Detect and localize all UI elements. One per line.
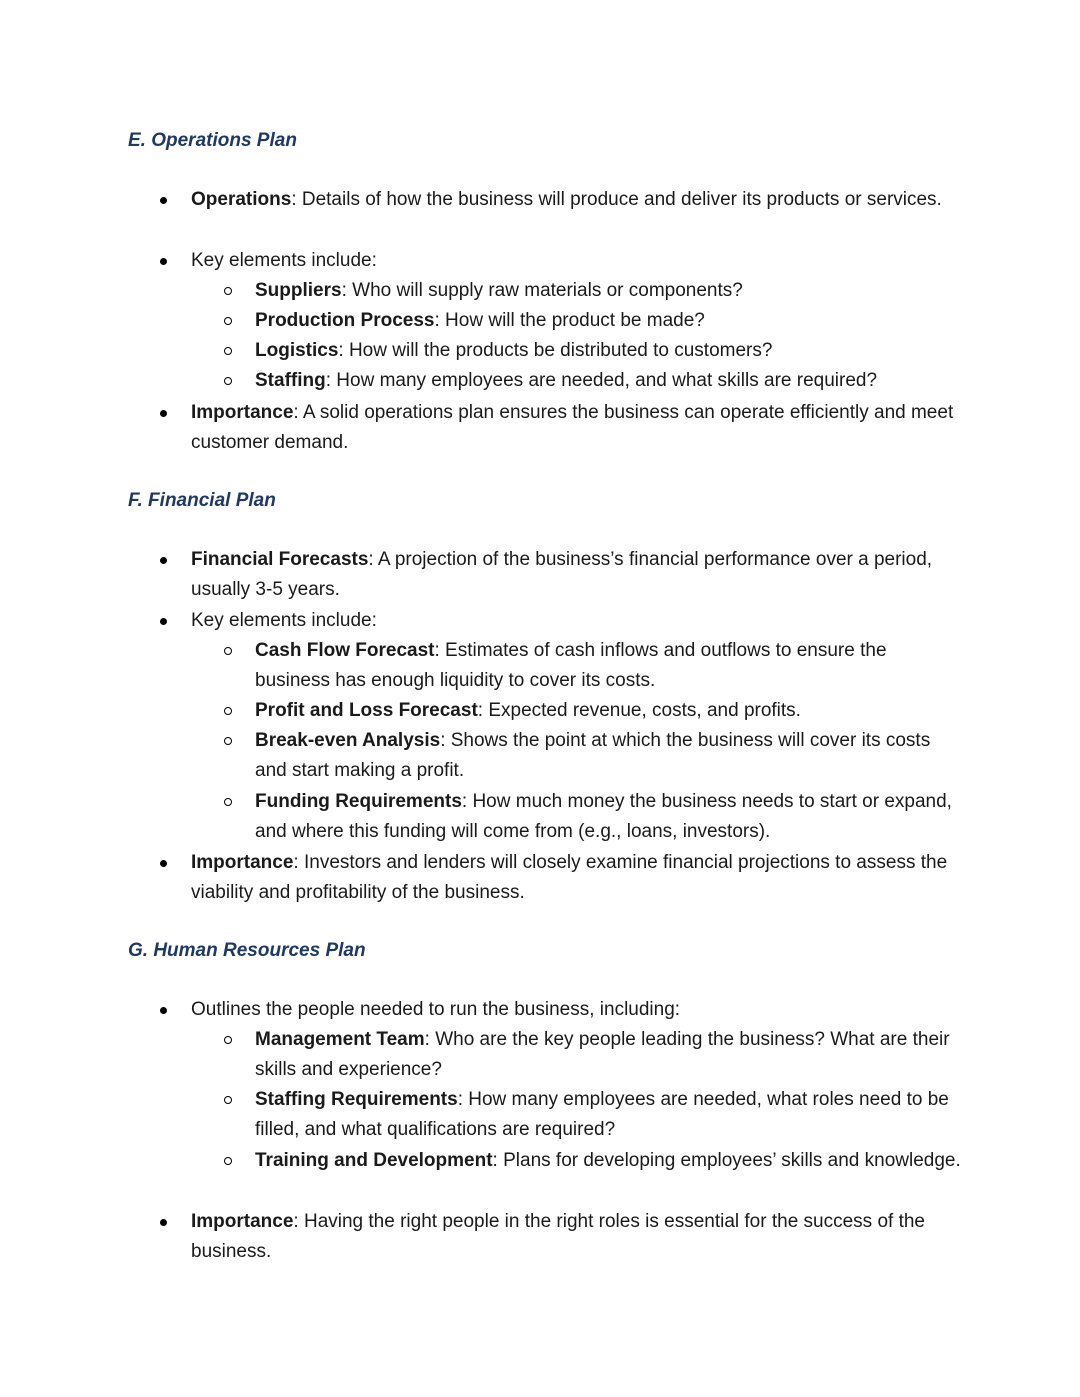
section-heading-financial: F. Financial Plan xyxy=(128,490,276,511)
bullet-icon xyxy=(160,410,167,417)
list-item-text: : How many employees are needed, and what skills are required? xyxy=(325,370,878,391)
list-item xyxy=(191,995,961,1025)
list-item-text: : Having the right people in the right roles is essential for the success of the business. xyxy=(191,1211,925,1262)
circle-bullet-icon xyxy=(224,317,232,325)
sub-list-item xyxy=(255,636,965,696)
list-item-term: Operations xyxy=(191,189,292,210)
sub-list-item xyxy=(255,696,965,726)
list-item-term: Profit and Loss Forecast xyxy=(255,700,478,721)
sub-list-item xyxy=(255,276,965,306)
circle-bullet-icon xyxy=(224,707,232,715)
bullet-icon xyxy=(160,618,167,625)
list-item-text: : How will the products be distributed to customers? xyxy=(338,340,773,361)
circle-bullet-icon xyxy=(224,1157,232,1165)
circle-bullet-icon xyxy=(224,798,232,806)
list-item-text: : How much money the business needs to start or expand, and where this funding will come from (e.g., loans, investors). xyxy=(255,791,952,842)
sub-list-item xyxy=(255,787,965,847)
list-item xyxy=(191,606,961,636)
list-item-term: Importance xyxy=(191,852,294,873)
list-item xyxy=(191,1207,961,1267)
list-item xyxy=(191,185,961,215)
sub-list-item xyxy=(255,1025,965,1085)
list-item-term: Importance xyxy=(191,402,294,423)
sub-list-item xyxy=(255,336,965,366)
list-item-term: Cash Flow Forecast xyxy=(255,640,435,661)
list-item-text: Key elements include: xyxy=(191,250,377,271)
list-item-term: Production Process xyxy=(255,310,435,331)
bullet-icon xyxy=(160,1219,167,1226)
list-item-text: : Plans for developing employees’ skills and knowledge. xyxy=(492,1150,961,1171)
bullet-icon xyxy=(160,197,167,204)
circle-bullet-icon xyxy=(224,377,232,385)
sub-list-item xyxy=(255,306,965,336)
bullet-icon xyxy=(160,557,167,564)
bullet-icon xyxy=(160,1007,167,1014)
list-item-term: Staffing Requirements xyxy=(255,1089,458,1110)
list-item-text: : Expected revenue, costs, and profits. xyxy=(477,700,801,721)
section-heading-operations: E. Operations Plan xyxy=(128,130,297,151)
sub-list-item xyxy=(255,726,965,786)
list-item-text: : How many employees are needed, what roles need to be filled, and what qualifications are required? xyxy=(255,1089,949,1140)
circle-bullet-icon xyxy=(224,647,232,655)
list-item xyxy=(191,545,961,605)
bullet-icon xyxy=(160,860,167,867)
list-item xyxy=(191,398,961,458)
list-item-text: Key elements include: xyxy=(191,610,377,631)
list-item-term: Financial Forecasts xyxy=(191,549,369,570)
list-item-term: Importance xyxy=(191,1211,294,1232)
list-item-text: Outlines the people needed to run the business, including: xyxy=(191,999,681,1020)
list-item-text: : A projection of the business’s financial performance over a period, usually 3-5 years. xyxy=(191,549,933,600)
list-item xyxy=(191,246,961,276)
list-item-text: : Investors and lenders will closely examine financial projections to assess the viability and profitability of the business. xyxy=(191,852,948,903)
sub-list-item xyxy=(255,1085,965,1145)
circle-bullet-icon xyxy=(224,737,232,745)
list-item-term: Suppliers xyxy=(255,280,342,301)
circle-bullet-icon xyxy=(224,1036,232,1044)
list-item-text: : Shows the point at which the business will cover its costs and start making a profit. xyxy=(255,730,931,781)
section-heading-hr: G. Human Resources Plan xyxy=(128,940,366,961)
list-item-text: : A solid operations plan ensures the business can operate efficiently and meet customer demand. xyxy=(191,402,954,453)
sub-list-item xyxy=(255,366,965,396)
list-item-term: Funding Requirements xyxy=(255,791,462,812)
list-item-term: Logistics xyxy=(255,340,339,361)
list-item-term: Management Team xyxy=(255,1029,425,1050)
list-item xyxy=(191,848,961,908)
list-item-text: : Details of how the business will produce and deliver its products or services. xyxy=(291,189,942,210)
sub-list-item xyxy=(255,1146,965,1176)
circle-bullet-icon xyxy=(224,347,232,355)
circle-bullet-icon xyxy=(224,287,232,295)
bullet-icon xyxy=(160,258,167,265)
list-item-term: Training and Development xyxy=(255,1150,493,1171)
list-item-text: : Who will supply raw materials or components? xyxy=(341,280,743,301)
list-item-term: Break-even Analysis xyxy=(255,730,441,751)
list-item-term: Staffing xyxy=(255,370,326,391)
list-item-text: : How will the product be made? xyxy=(434,310,705,331)
list-item-text: : Estimates of cash inflows and outflows to ensure the business has enough liquidity to cover its costs. xyxy=(255,640,887,691)
list-item-text: : Who are the key people leading the business? What are their skills and experience? xyxy=(255,1029,950,1080)
circle-bullet-icon xyxy=(224,1096,232,1104)
